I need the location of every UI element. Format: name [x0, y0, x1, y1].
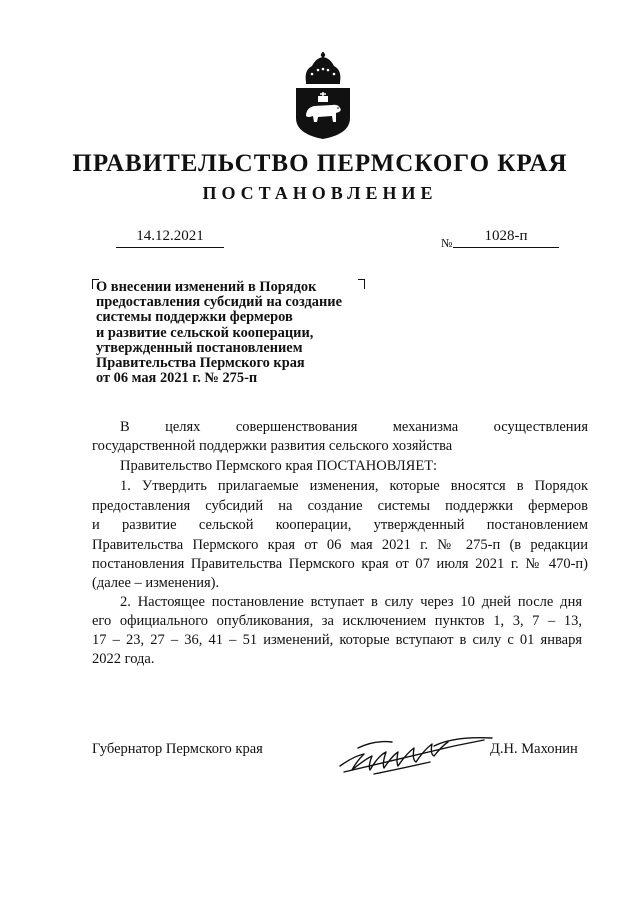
clause-2-line: его официального опубликования, за исключением пунктов 1, 3, 7 – 13,	[92, 613, 582, 629]
organization-name: ПРАВИТЕЛЬСТВО ПЕРМСКОГО КРАЯ	[72, 150, 568, 177]
coat-of-arms-emblem	[292, 52, 354, 140]
clause-1-line: Правительства Пермского края от 06 мая 2021 г. № 275-п (в редакции	[92, 537, 588, 553]
document-subject	[96, 280, 366, 386]
subject-line: и развитие сельской кооперации,	[96, 324, 314, 341]
preamble-line: В целях совершенствования механизма осуществления	[120, 419, 588, 435]
clause-1-line: (далее – изменения).	[92, 575, 220, 591]
resolution-statement: Правительство Пермского края ПОСТАНОВЛЯЕТ:	[120, 458, 438, 474]
subject-line: Правительства Пермского края	[96, 355, 305, 372]
clause-2-line: 17 – 23, 27 – 36, 41 – 51 изменений, которые вступают в силу с 01 января	[92, 632, 582, 648]
clause-1-line: 1. Утвердить прилагаемые изменения, которые вносятся в Порядок	[120, 478, 588, 494]
clause-1-line: постановления Правительства Пермского края от 07 июля 2021 г. № 470-п)	[92, 556, 588, 572]
document-number: 1028-п	[453, 228, 559, 248]
clause-2-line: 2022 года.	[92, 651, 155, 667]
preamble-line: государственной поддержки развития сельского хозяйства	[92, 438, 453, 454]
subject-line: от 06 мая 2021 г. № 275-п	[96, 370, 258, 387]
signatory-name: Д.Н. Махонин	[490, 741, 578, 757]
document-type: ПОСТАНОВЛЕНИЕ	[202, 183, 438, 203]
signatory-title: Губернатор Пермского края	[92, 741, 263, 757]
subject-line: системы поддержки фермеров	[96, 309, 293, 326]
handwritten-signature	[334, 726, 494, 782]
clause-2-line: 2. Настоящее постановление вступает в силу через 10 дней после дня	[120, 594, 582, 610]
subject-line: утвержденный постановлением	[96, 339, 303, 356]
document-date: 14.12.2021	[116, 228, 224, 248]
number-label: №	[441, 236, 453, 250]
subject-line: предоставления субсидий на создание	[96, 294, 342, 311]
subject-line: О внесении изменений в Порядок	[96, 279, 317, 295]
crown-icon	[306, 52, 341, 84]
clause-1-line: и развитие сельской кооперации, утвержденный постановлением	[92, 517, 588, 533]
clause-1-line: предоставления субсидий на создание системы поддержки фермеров	[92, 498, 588, 514]
